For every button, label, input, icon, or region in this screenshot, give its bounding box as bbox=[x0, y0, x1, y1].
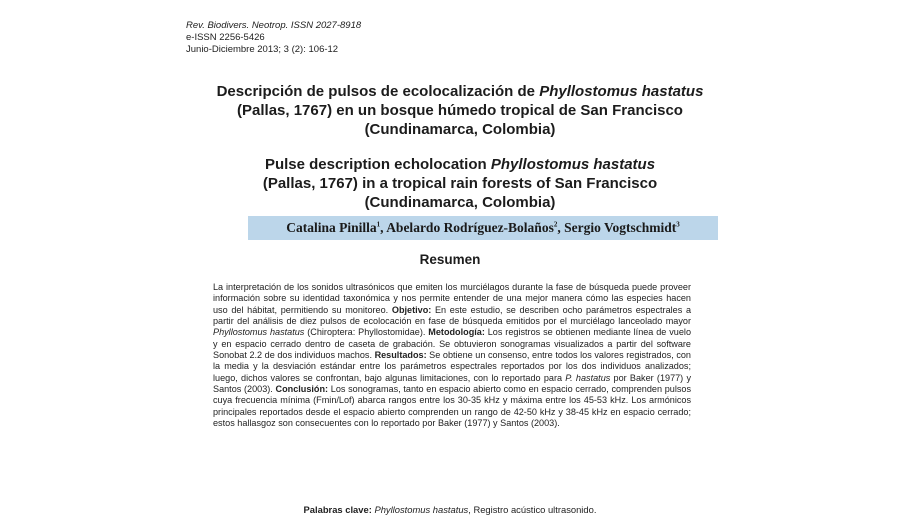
section-heading-resumen: Resumen bbox=[419, 252, 481, 267]
author-name: Catalina Pinilla bbox=[286, 220, 377, 235]
title-en-line1: Pulse description echolocation Phyllostomus hastatus bbox=[264, 156, 656, 173]
species-abbr: P. hastatus bbox=[565, 372, 611, 383]
journal-issue: Junio-Diciembre 2013; 3 (2): 106-12 bbox=[186, 44, 339, 55]
title-english bbox=[170, 155, 750, 212]
journal-issn: Rev. Biodivers. Neotrop. ISSN 2027-8918 bbox=[186, 20, 362, 31]
title-en-species: Phyllostomus hastatus bbox=[490, 156, 656, 173]
author-mark: 2 bbox=[553, 220, 558, 229]
author-mark: 1 bbox=[376, 220, 381, 229]
journal-info bbox=[186, 20, 361, 56]
title-en-line3: (Cundinamarca, Colombia) bbox=[364, 194, 556, 211]
abstract-text: La interpretación de los sonidos ultrasónicos que emiten los murciélagos durante la fase de búsqueda puede proveer información sobre su identidad taxonómica y nos permite entender de una mejor manera cómo las especies hacen uso del hábitat, permitiendo su monitoreo. Objetivo: En este estudio, se describen ocho parámetros espectrales a partir del análisis de diez pulsos de ecolocación en fase de búsqueda emitidos por el murciélago lanceolado mayor Phyllostomus hastatus (Chiroptera: Phyllostomidae). Metodología: Los registros se obtienen mediante línea de vuelo y en espacio cerrado dentro de caseta de grabación. Se obtuvieron sonogramas visualizados a partir del software Sonobat 2.2 de dos individuos machos. Resultados: Se obtiene un consenso, entre todos los valores registrados, con la media y la desviación estándar entre los parámetros espectrales reportados por los dos individuos analizados; luego, dichos valores se confrontan, bajo algunas limitaciones, con lo reportado para P. hastatus por Baker (1977) y Santos (2003). Conclusión: Los sonogramas, tanto en espacio abierto como en espacio cerrado, comprenden pulsos cuya frecuencia mínima (Fmin/Lof) abarca rangos entre los 30-35 kHz y máxima entre los 45-53 kHz. Los armónicos principales reportados desde el espacio abierto comprenden un rango de 42-50 kHz y 38-45 kHz en espacio cerrado; estos hallasgoz son consecuentes con lo reportado por Baker (1977) y Santos (2003). bbox=[213, 282, 692, 429]
label-objetivo: Objetivo: bbox=[391, 304, 432, 315]
label-conclusion: Conclusión: bbox=[275, 384, 329, 395]
title-es-line3: (Cundinamarca, Colombia) bbox=[364, 121, 556, 138]
species-name: Phyllostomus hastatus bbox=[213, 327, 305, 338]
keywords-species: Phyllostomus hastatus bbox=[374, 504, 469, 515]
title-spanish bbox=[170, 82, 750, 139]
title-es-line1: Descripción de pulsos de ecolocalización de Phyllostomus hastatus bbox=[216, 83, 704, 100]
title-es-species: Phyllostomus hastatus bbox=[539, 83, 704, 100]
label-metodologia: Metodología: bbox=[428, 327, 485, 338]
title-en-line2: (Pallas, 1767) in a tropical rain forests of San Francisco bbox=[262, 175, 658, 192]
author-mark: 3 bbox=[676, 220, 680, 229]
keywords-label: Palabras clave: bbox=[303, 504, 372, 515]
journal-eissn: e-ISSN 2256-5426 bbox=[186, 32, 265, 43]
authors-highlighted[interactable]: Catalina Pinilla$^1$, Abelardo Rodríguez-Bolaños$^2$, Sergio Vogtschmidt$^3$ bbox=[248, 216, 718, 240]
author-name: Sergio Vogtschmidt bbox=[564, 220, 677, 235]
keywords: Palabras clave: Phyllostomus hastatus, Registro acústico ultrasonido. bbox=[303, 504, 597, 515]
title-es-line2: (Pallas, 1767) en un bosque húmedo tropical de San Francisco bbox=[237, 102, 683, 119]
author-name: Abelardo Rodríguez-Bolaños bbox=[386, 220, 554, 235]
label-resultados: Resultados: bbox=[374, 350, 427, 361]
